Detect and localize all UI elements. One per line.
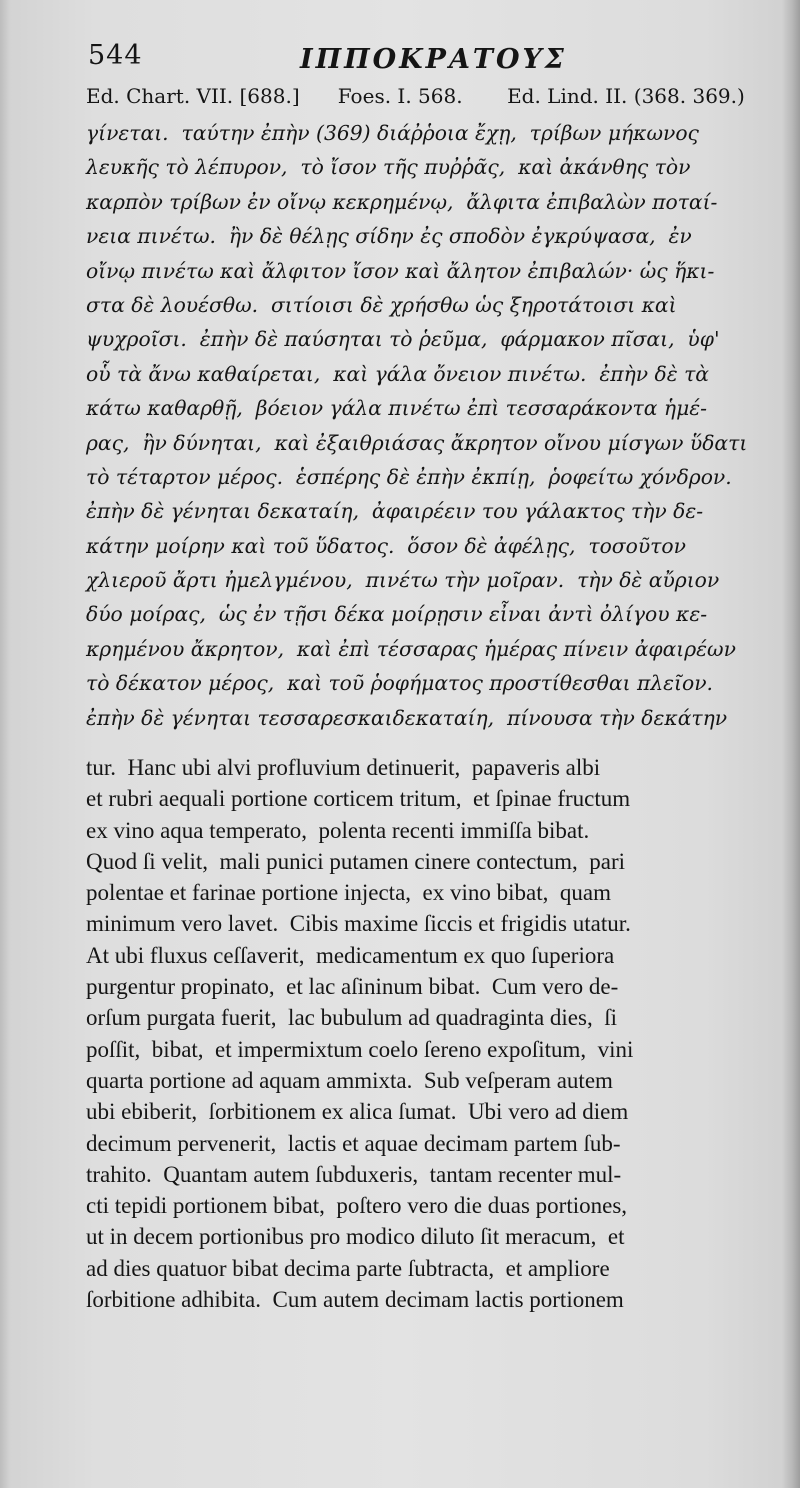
latin-line: ſorbitione adhibita. Cum autem decimam lactis portionem [86,1287,624,1313]
greek-line: λευκῆς τὸ λέπυρον, τὸ ἴσον τῆς πυῤῥᾶς, καὶ ἀκάνθης τὸν [86,155,691,180]
greek-line: στα δὲ λουέσθω. σιτίοισι δὲ χρήσθω ὡς ξηροτάτοισι καὶ [86,292,677,317]
page-edge-shadow [0,0,10,1488]
greek-line: ἐπὴν δὲ γένηται τεσσαρεσκαιδεκαταίη, πίνουσα τὴν δεκάτην [86,705,728,730]
latin-line: tur. Hanc ubi alvi profluvium detinuerit, papaveris albi [86,755,601,780]
running-title: ΙΠΠΟΚΡΑΤΟΥΣ [300,44,567,75]
greek-line: ἐπὴν δὲ γένηται δεκαταίη, ἀφαιρέειν του γάλακτος τὴν δε- [86,499,704,524]
latin-line: orſum purgata fuerit, lac bubulum ad quadraginta dies, ſi [86,1005,617,1031]
latin-line: ut in decem portionibus pro modico diluto ſit meracum, et [86,1224,625,1250]
greek-text-block [86,116,792,735]
greek-line: οὗ τὰ ἄνω καθαίρεται, καὶ γάλα ὄνειον πινέτω. ἐπὴν δὲ τὰ [86,361,709,386]
latin-line: At ubi fluxus ceſſaverit, medicamentum ex quo ſuperiora [86,942,615,968]
greek-line: τὸ δέκατον μέρος, καὶ τοῦ ῥοφήματος προστίθεσθαι πλεῖον. [86,671,713,696]
latin-line: ubi ebiberit, ſorbitionem ex alica ſumat. Ubi vero ad diem [86,1099,629,1125]
greek-line: οἴνῳ πινέτω καὶ ἄλφιτον ἴσον καὶ ἄλητον ἐπιβαλών· ὡς ἥκι- [86,258,715,283]
latin-line: quarta portione ad aquam ammixta. Sub veſperam autem [86,1067,613,1093]
greek-line: ψυχροῖσι. ἐπὴν δὲ παύσηται τὸ ῥεῦμα, φάρμακον πῖσαι, ὑφ' [86,327,720,352]
greek-line: κρημένου ἄκρητον, καὶ ἐπὶ τέσσαρας ἡμέρας πίνειν ἀφαιρέων [86,636,736,661]
latin-line: minimum vero lavet. Cibis maxime ſiccis et frigidis utatur. [86,911,631,937]
latin-line: Quod ſi velit, mali punici putamen cinere contectum, pari [86,848,626,874]
greek-line: δύο μοίρας, ὡς ἐν τῇσι δέκα μοίρῃσιν εἶναι ἀντὶ ὀλίγου κε- [86,602,708,627]
latin-line: decimum pervenerit, lactis et aquae decimam partem ſub- [86,1130,621,1156]
latin-line: ex vino aqua temperato, polenta recenti immiſſa bibat. [86,817,590,843]
page-number: 544 [88,40,143,71]
latin-text-block [86,752,792,1315]
greek-line: τὸ τέταρτον μέρος. ἑσπέρης δὲ ἐπὴν ἐκπίῃ, ῥοφείτω χόνδρον. [86,464,732,489]
edition-references: Ed. Chart. VII. [688.] Foes. I. 568. Ed. Lind. II. (368. 369.) [86,84,745,108]
latin-line: cti tepidi portionem bibat, poſtero vero die duas portiones, [86,1193,628,1219]
latin-line: trahito. Quantam autem ſubduxeris, tantam recenter mul- [86,1161,622,1187]
greek-line: γίνεται. ταύτην ἐπὴν (369) διάῤῥοια ἔχῃ, τρίβων μήκωνος [86,121,699,145]
greek-line: κάτω καθαρθῇ, βόειον γάλα πινέτω ἐπὶ τεσσαράκοντα ἡμέ- [86,396,707,421]
greek-line: χλιεροῦ ἄρτι ἠμελγμένου, πινέτω τὴν μοῖραν. τὴν δὲ αὔριον [86,568,720,593]
greek-line: ρας, ἢν δύνηται, καὶ ἐξαιθριάσας ἄκρητον οἴνου μίσγων ὕδατι [86,430,748,455]
latin-line: poſſit, bibat, et impermixtum coelo ſereno expoſitum, vini [86,1036,634,1062]
latin-line: purgentur propinato, et lac aſininum bibat. Cum vero de- [86,974,619,1000]
latin-line: polentae et farinae portione injecta, ex vino bibat, quam [86,880,611,906]
greek-line: κάτην μοίρην καὶ τοῦ ὕδατος. ὅσον δὲ ἀφέλῃς, τοσοῦτον [86,533,686,558]
latin-line: ad dies quatuor bibat decima parte ſubtracta, et ampliore [86,1255,610,1281]
greek-line: καρπὸν τρίβων ἐν οἴνῳ κεκρημένῳ, ἄλφιτα ἐπιβαλὼν ποταί- [86,189,718,214]
greek-line: νεια πινέτω. ἢν δὲ θέλῃς σίδην ἐς σποδὸν ἐγκρύψασα, ἐν [86,224,692,249]
latin-line: et rubri aequali portione corticem tritum, et ſpinae fructum [86,786,631,812]
